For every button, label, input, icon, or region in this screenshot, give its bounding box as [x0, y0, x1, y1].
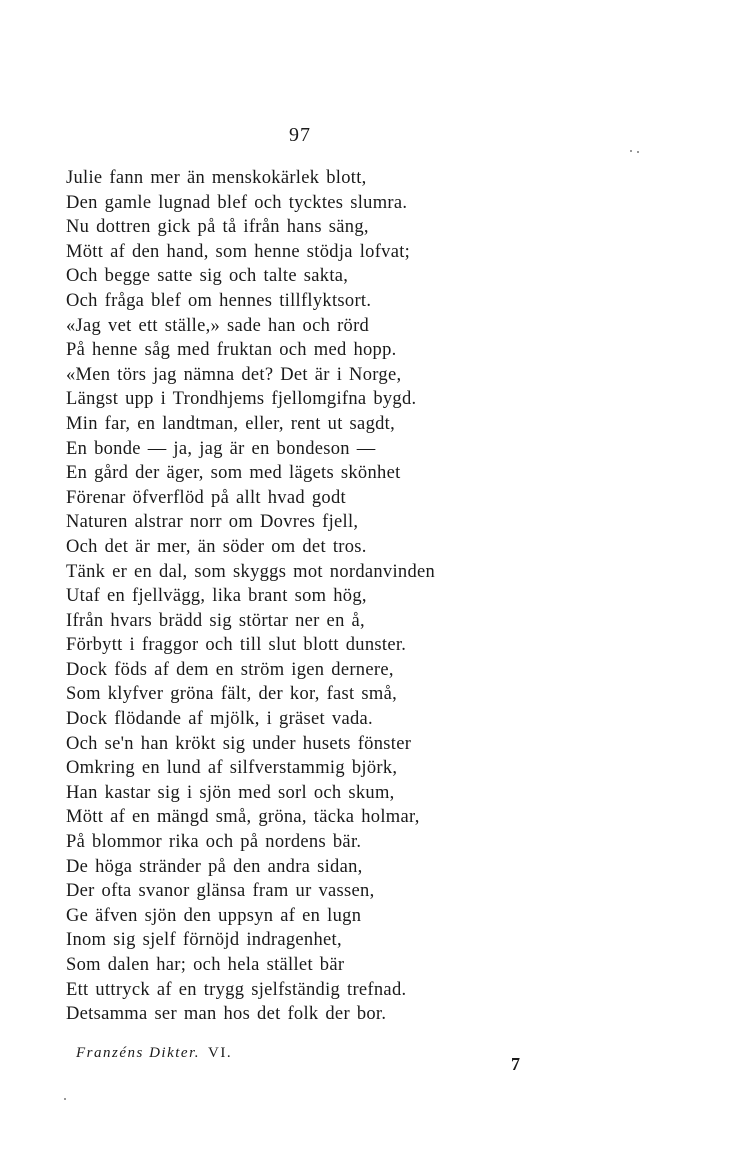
poem-line: Ett uttryck af en trygg sjelfständig trefnad. — [66, 979, 407, 1000]
poem-line: Naturen alstrar norr om Dovres fjell, — [66, 512, 359, 533]
poem-line: Min far, en landtman, eller, rent ut sagdt, — [66, 413, 396, 434]
page-number: 97 — [289, 124, 311, 146]
poem-line: Dock föds af dem en ström igen dernere, — [66, 659, 394, 680]
poem-line: «Jag vet ett ställe,» sade han och rörd — [66, 315, 370, 336]
poem-line: De höga stränder på den andra sidan, — [66, 856, 363, 877]
poem-line: Han kastar sig i sjön med sorl och skum, — [66, 782, 395, 803]
poem-line: Utaf en fjellvägg, lika brant som hög, — [66, 586, 367, 607]
poem-line: Der ofta svanor glänsa fram ur vassen, — [66, 881, 375, 902]
poem-line: Förenar öfverflöd på allt hvad godt — [66, 487, 346, 508]
poem-line: Förbytt i fraggor och till slut blott dunster. — [66, 635, 407, 656]
sheet-number: 7 — [511, 1054, 520, 1074]
poem-line: Nu dottren gick på tå ifrån hans säng, — [66, 217, 369, 238]
poem-line: Och se'n han krökt sig under husets fönster — [66, 733, 412, 754]
dust-speck — [630, 150, 632, 152]
poem-line: Och begge satte sig och talte sakta, — [66, 266, 349, 287]
signature-line — [76, 1045, 232, 1062]
signature-title: Franzéns Dikter. — [76, 1045, 200, 1061]
poem-line: Inom sig sjelf förnöjd indragenhet, — [66, 930, 342, 951]
poem-line: Omkring en lund af silfverstammig björk, — [66, 758, 398, 779]
dust-speck — [64, 1098, 66, 1100]
poem-line: Som dalen har; och hela stället bär — [66, 955, 345, 975]
poem-line: Dock flödande af mjölk, i gräset vada. — [66, 709, 373, 730]
poem-line: En bonde — ja, jag är en bondeson — — [66, 438, 376, 459]
poem-line: En gård der äger, som med lägets skönhet — [66, 463, 401, 484]
poem-line: Ifrån hvars brädd sig störtar ner en å, — [66, 610, 365, 631]
poem-text — [66, 166, 496, 1027]
poem-line: Julie fann mer än menskokärlek blott, — [66, 168, 367, 188]
poem-line: Längst upp i Trondhjems fjellomgifna bygd. — [66, 389, 417, 410]
poem-line: Och det är mer, än söder om det tros. — [66, 536, 367, 557]
dust-speck — [637, 151, 639, 153]
poem-line: «Men törs jag nämna det? Det är i Norge, — [66, 364, 402, 385]
poem-line: Detsamma ser man hos det folk der bor. — [66, 1004, 387, 1025]
poem-line: Tänk er en dal, som skyggs mot nordanvinden — [66, 561, 436, 582]
poem-line: Och fråga blef om hennes tillflyktsort. — [66, 290, 372, 311]
poem-line: Som klyfver gröna fält, der kor, fast små, — [66, 684, 398, 705]
poem-line: Ge äfven sjön den uppsyn af en lugn — [66, 905, 362, 926]
signature-volume: VI. — [208, 1045, 233, 1061]
poem-line: Mött af den hand, som henne stödja lofvat; — [66, 241, 411, 262]
poem-line: På blommor rika och på nordens bär. — [66, 832, 362, 853]
poem-line: Mött af en mängd små, gröna, täcka holmar, — [66, 807, 420, 828]
poem-line: Den gamle lugnad blef och tycktes slumra. — [66, 192, 408, 213]
poem-line: På henne såg med fruktan och med hopp. — [66, 340, 397, 361]
